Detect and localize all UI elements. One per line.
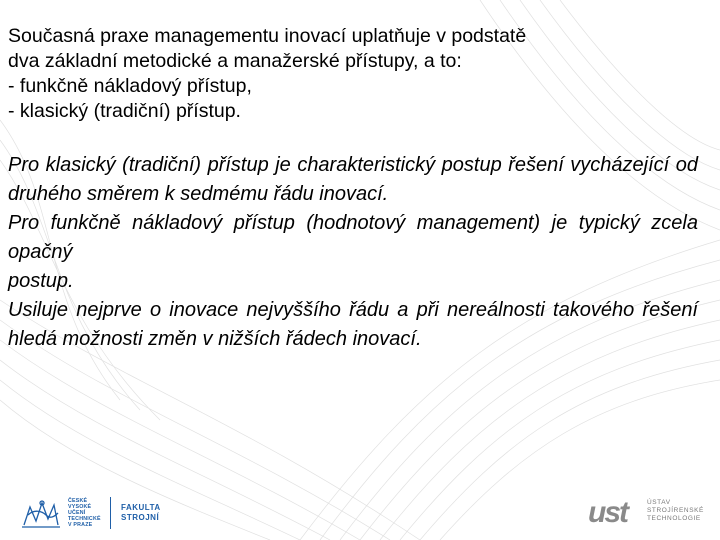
intro-bullet-functional-cost: - funkčně nákladový přístup,: [8, 75, 252, 97]
cvut-name-line: VYSOKÉ: [68, 504, 92, 510]
ust-name-line: ÚSTAV: [646, 499, 671, 506]
cvut-name-line: TECHNICKÉ: [68, 516, 101, 522]
faculty-name-line: FAKULTA: [121, 503, 161, 512]
ust-name: [647, 499, 704, 523]
ust-mark-text: ust: [587, 496, 627, 528]
paragraph-classic-approach: Pro klasický (tradiční) přístup je charakteristický postup řešení vycházející od druhého směrem k sedmému řádu inovací.: [8, 154, 698, 205]
paragraph-functional-approach: Pro funkčně nákladový přístup (hodnotový management) je typický zcela opačný: [8, 212, 698, 263]
ust-logo: [587, 494, 704, 528]
cvut-name: [68, 498, 106, 528]
faculty-name-line: STROJNÍ: [121, 513, 160, 522]
intro-line: dva základní metodické a manažerské přístupy, a to:: [8, 50, 462, 72]
ust-logo-mark-icon: [587, 494, 643, 528]
paragraph-functional-approach-end: postup.: [8, 270, 74, 292]
ust-name-line: TECHNOLOGIE: [646, 515, 701, 522]
cvut-lion-icon: [20, 497, 62, 529]
logo-divider: [110, 497, 111, 529]
paragraph-strategy: Usiluje nejprve o inovace nejvyššího řádu a při nereálnosti takového řešení hledá možnosti změn v nižších řádech inovací.: [8, 299, 698, 350]
cvut-name-line: ČESKÉ: [68, 498, 88, 504]
cvut-name-line: V PRAZE: [68, 522, 93, 528]
slide-content: [8, 24, 698, 354]
footer-logos: [0, 470, 720, 540]
faculty-name: [121, 503, 161, 523]
intro-line: Současná praxe managementu inovací uplatňuje v podstatě: [8, 25, 527, 47]
intro-block: [8, 24, 698, 124]
cvut-name-line: UČENÍ: [68, 510, 86, 516]
cvut-logo: [20, 497, 161, 529]
ust-name-line: STROJÍRENSKÉ: [646, 507, 704, 514]
intro-bullet-classic: - klasický (tradiční) přístup.: [8, 100, 241, 122]
body-block: [8, 151, 698, 354]
